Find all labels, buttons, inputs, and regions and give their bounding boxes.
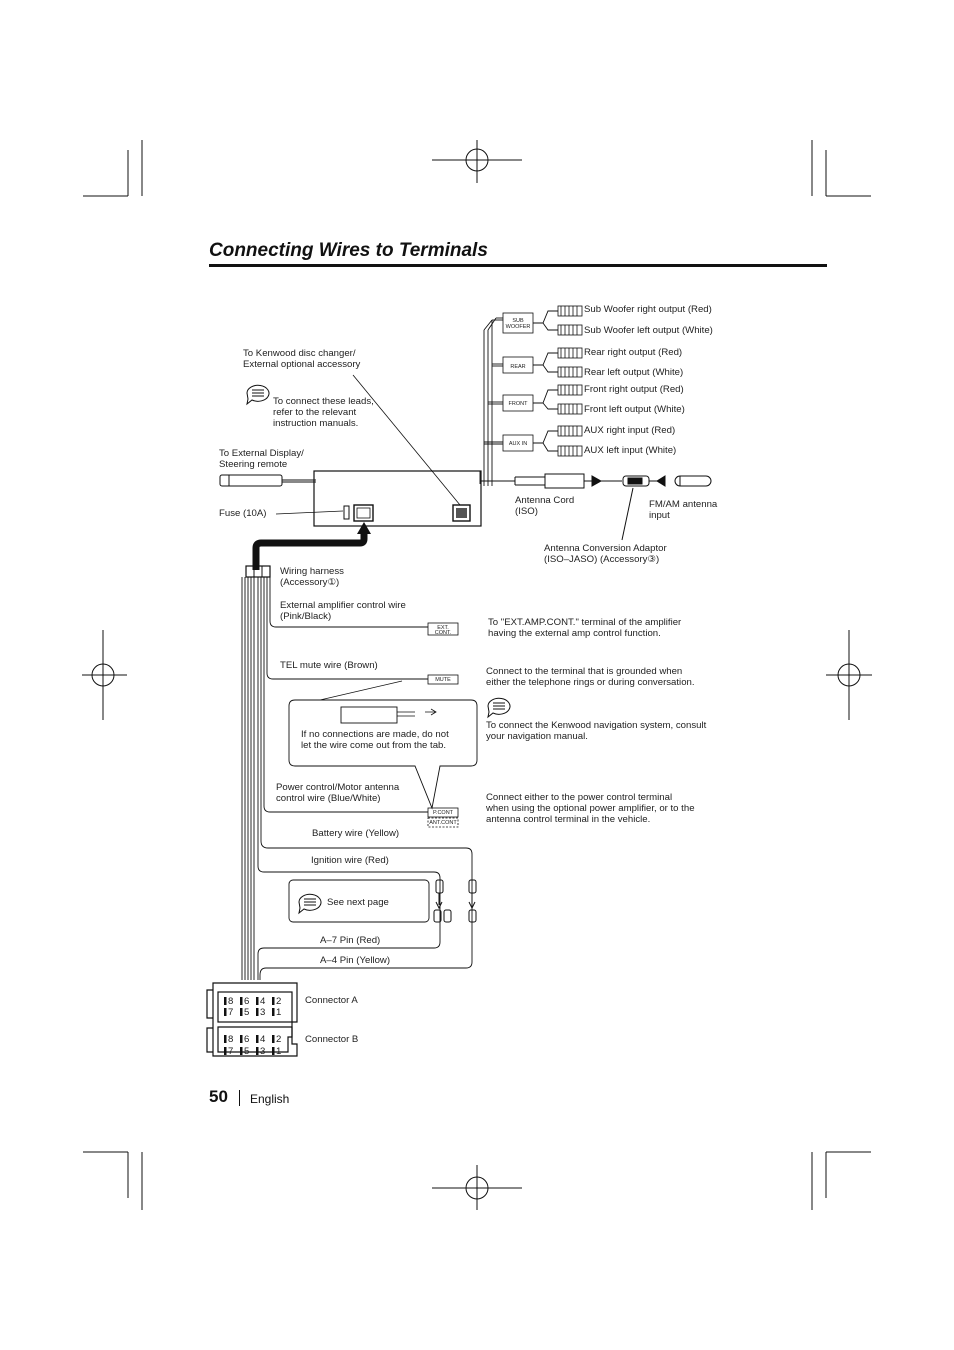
tag-front: FRONT xyxy=(508,401,528,407)
pin-number: 7 xyxy=(228,1007,234,1018)
pin-bar xyxy=(272,1035,275,1043)
pin-number: 5 xyxy=(244,1046,250,1057)
pin-number: 1 xyxy=(276,1046,282,1057)
label-rear-right: Rear right output (Red) xyxy=(584,347,683,358)
display-cable xyxy=(220,475,316,486)
pin-bar xyxy=(256,1008,259,1016)
rca-bundle xyxy=(480,318,503,486)
note-icon xyxy=(247,385,269,404)
pin-number: 3 xyxy=(260,1007,266,1018)
pin-bar xyxy=(240,1047,243,1055)
label-fmam: FM/AM antenna input xyxy=(649,499,718,521)
label-power: Power control/Motor antenna control wire (Blue/White) xyxy=(276,782,400,804)
label-front-right: Front right output (Red) xyxy=(584,384,684,395)
page-title: Connecting Wires to Terminals xyxy=(209,240,488,261)
label-a4: A–4 Pin (Yellow) xyxy=(320,955,391,966)
wire-tags xyxy=(428,623,458,827)
pin-number: 6 xyxy=(244,1034,250,1045)
label-battery: Battery wire (Yellow) xyxy=(312,828,400,839)
rca-plugs xyxy=(558,306,582,456)
label-note: To connect these leads, refer to the relevant instruction manuals. xyxy=(273,396,374,429)
pin-number: 4 xyxy=(260,1034,266,1045)
pin-number: 4 xyxy=(260,996,266,1007)
rca-plug xyxy=(558,306,582,316)
pin-number: 2 xyxy=(276,996,282,1007)
rca-plug xyxy=(558,325,582,335)
rca-plug-forks xyxy=(533,311,558,451)
tag-extamp-2: CONT. xyxy=(434,630,452,636)
page-language: English xyxy=(250,1092,290,1106)
pin-bar xyxy=(272,1047,275,1055)
tag-sub-1: SUB xyxy=(512,318,524,324)
label-power-to: Connect either to the power control terminal when using the optional power amplifier, or to the antenna control terminal in the vehicle. xyxy=(486,792,695,825)
pin-number: 3 xyxy=(260,1046,266,1057)
harness-cable xyxy=(256,530,364,570)
pin-bar xyxy=(272,997,275,1005)
rca-plug xyxy=(558,446,582,456)
label-aux-right: AUX right input (Red) xyxy=(584,425,676,436)
iso-connectors xyxy=(207,983,297,1056)
pin-number: 6 xyxy=(244,996,250,1007)
rca-plug xyxy=(558,426,582,436)
tag-rear: REAR xyxy=(510,364,526,370)
label-front-left: Front left output (White) xyxy=(584,404,685,415)
label-nav: To connect the Kenwood navigation system, consult your navigation manual. xyxy=(486,720,707,742)
head-unit xyxy=(314,471,481,526)
tag-sub-2: WOOFER xyxy=(505,324,531,330)
label-see-next: See next page xyxy=(327,897,389,908)
label-ignition: Ignition wire (Red) xyxy=(311,855,389,866)
pin-bar xyxy=(256,1047,259,1055)
label-sub-left: Sub Woofer left output (White) xyxy=(584,325,713,336)
label-a7: A–7 Pin (Red) xyxy=(320,935,381,946)
pin-bar xyxy=(240,1035,243,1043)
label-display: To External Display/ Steering remote xyxy=(219,448,304,470)
tag-pcont: P.CONT xyxy=(432,810,454,816)
pin-number: 8 xyxy=(228,1034,234,1045)
rca-plug xyxy=(558,385,582,395)
label-adaptor: Antenna Conversion Adaptor (ISO–JASO) (Accessory③) xyxy=(544,543,667,565)
pin-bar xyxy=(272,1008,275,1016)
pin-bar xyxy=(256,997,259,1005)
page-number: 50 xyxy=(209,1087,228,1106)
pin-bar xyxy=(240,997,243,1005)
label-fuse: Fuse (10A) xyxy=(219,508,267,519)
pin-number: 8 xyxy=(228,996,234,1007)
pin-bar xyxy=(256,1035,259,1043)
pin-number: 7 xyxy=(228,1046,234,1057)
pin-bar xyxy=(240,1008,243,1016)
label-harness: Wiring harness (Accessory①) xyxy=(280,566,344,588)
rca-tag-boxes xyxy=(503,313,533,451)
label-sub-right: Sub Woofer right output (Red) xyxy=(584,304,712,315)
tag-mute: MUTE xyxy=(435,677,451,683)
rca-plug xyxy=(558,404,582,414)
label-tel-to: Connect to the terminal that is grounded when either the telephone rings or during conversation. xyxy=(486,666,695,688)
pin-bar xyxy=(224,1008,227,1016)
pin-number: 2 xyxy=(276,1034,282,1045)
tag-antcont: ANT.CONT xyxy=(429,820,457,826)
label-extamp-to: To "EXT.AMP.CONT." terminal of the amplifier having the external amp control function. xyxy=(488,617,682,639)
label-extamp: External amplifier control wire (Pink/Black) xyxy=(280,600,406,622)
label-rear-left: Rear left output (White) xyxy=(584,367,684,378)
pin-number: 1 xyxy=(276,1007,282,1018)
crop-marks xyxy=(82,140,872,1210)
pin-bar xyxy=(224,1035,227,1043)
pin-bar xyxy=(224,997,227,1005)
tag-aux: AUX IN xyxy=(508,441,528,447)
tag-extamp-1: EXT. xyxy=(437,625,449,631)
note-icon xyxy=(488,698,510,717)
label-conn-b: Connector B xyxy=(305,1034,359,1045)
pin-number: 5 xyxy=(244,1007,250,1018)
label-aux-left: AUX left input (White) xyxy=(584,445,677,456)
label-conn-a: Connector A xyxy=(305,995,358,1006)
rca-plug xyxy=(558,367,582,377)
footer-divider xyxy=(239,1090,240,1106)
rca-plug xyxy=(558,348,582,358)
pin-bar xyxy=(224,1047,227,1055)
label-antenna-cord: Antenna Cord (ISO) xyxy=(515,495,575,517)
note-icon xyxy=(299,894,321,913)
label-tel: TEL mute wire (Brown) xyxy=(280,660,378,671)
label-changer: To Kenwood disc changer/ External optional accessory xyxy=(243,348,361,370)
label-noconn: If no connections are made, do not let the wire come out from the tab. xyxy=(301,729,449,751)
